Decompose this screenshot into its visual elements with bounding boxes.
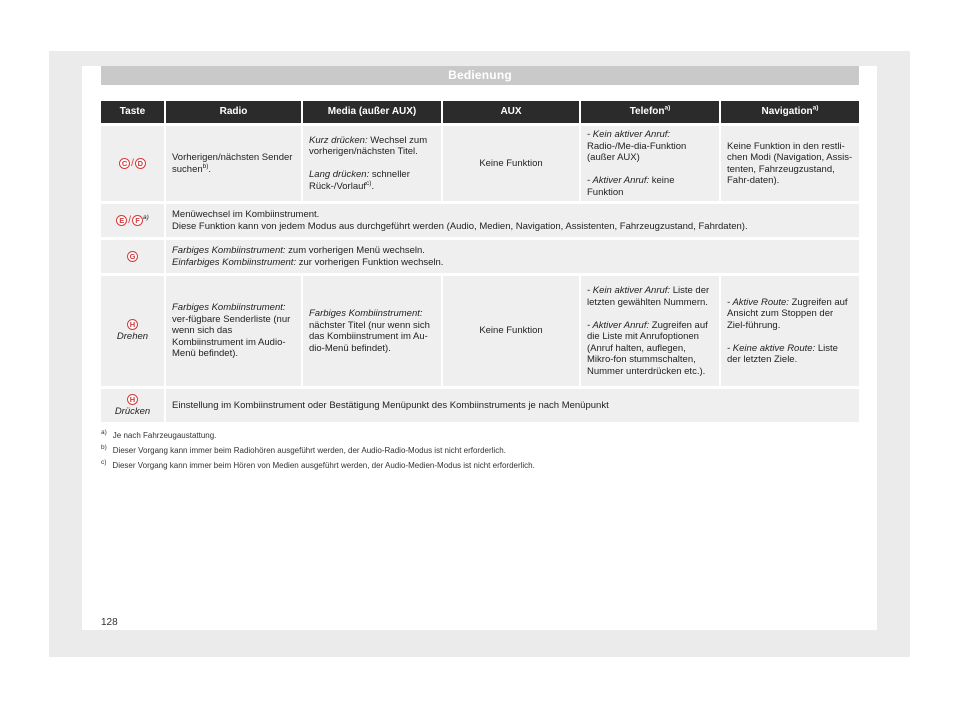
row-text-color: zum vorherigen Menü wechseln. bbox=[285, 245, 425, 256]
footnote-ref: b) bbox=[202, 162, 209, 170]
key-cell bbox=[101, 389, 164, 422]
key-g-icon: G bbox=[127, 251, 138, 262]
key-cell bbox=[101, 204, 164, 237]
key-cell bbox=[101, 276, 164, 386]
tel-text-no-call: Radio-/Me-dia-Funktion (außer AUX) bbox=[587, 140, 687, 163]
key-cell bbox=[101, 126, 164, 201]
navigation-cell: Keine Funktion in den restli-chen Modi (Navigation, Assis-tenten, Fahrzeugzustand, Fahr-daten). bbox=[719, 126, 859, 201]
navigation-cell bbox=[719, 276, 859, 386]
footnote-text: Dieser Vorgang kann immer beim Radiohören ausgeführt werden, der Audio-Radio-Modus ist nicht erforderlich. bbox=[112, 446, 506, 455]
tel-text-active-call: keine Funktion bbox=[587, 175, 675, 198]
radio-cell bbox=[164, 126, 301, 201]
footnote-mark: c) bbox=[101, 459, 107, 467]
media-text-end: . bbox=[371, 180, 375, 192]
footnote-mark: b) bbox=[101, 444, 107, 452]
merged-cell bbox=[164, 240, 859, 273]
aux-cell: Keine Funktion bbox=[441, 276, 579, 386]
telefon-cell bbox=[579, 126, 719, 201]
nav-label-active-route: - Aktive Route: bbox=[727, 296, 789, 308]
row-text-line2: Diese Funktion kann von jedem Modus aus durchgeführt werden (Audio, Medien, Navigation, Assistenten, Fahrzeugzustand, Fahrdaten). bbox=[172, 220, 748, 232]
telefon-cell bbox=[579, 276, 719, 386]
media-text-short: Wechsel zum vorherigen/nächsten Titel. bbox=[309, 134, 428, 158]
media-cell bbox=[301, 276, 441, 386]
footnotes bbox=[101, 428, 859, 473]
row-label-mono: Einfarbiges Kombiinstrument: bbox=[172, 256, 297, 268]
key-cell bbox=[101, 240, 164, 273]
aux-cell: Keine Funktion bbox=[441, 126, 579, 201]
media-cell bbox=[301, 126, 441, 201]
tel-label-active-call: - Aktiver Anruf: bbox=[587, 175, 650, 186]
table-row bbox=[101, 240, 859, 273]
footnote-ref: c) bbox=[366, 179, 372, 187]
key-action-label: Drücken bbox=[114, 405, 151, 417]
header-taste: Taste bbox=[101, 101, 164, 123]
key-action-label: Drehen bbox=[116, 331, 149, 342]
table-row bbox=[101, 276, 859, 386]
header-telefon-label: Telefon bbox=[629, 106, 665, 118]
key-h-icon: H bbox=[127, 394, 138, 405]
footnote-mark: a) bbox=[101, 429, 107, 437]
section-title: Bedienung bbox=[101, 66, 859, 85]
footnote-text: Je nach Fahrzeugaustattung. bbox=[112, 431, 217, 440]
table-row bbox=[101, 126, 859, 201]
tel-text-active-call: Zugreifen auf die Liste mit Anrufoptionen (Anruf halten, auflegen, Mikro-fon stummschalten, Nummer unterdrücken etc.). bbox=[587, 319, 708, 377]
row-text-mono: zur vorherigen Funktion wechseln. bbox=[296, 256, 444, 268]
table-row bbox=[101, 204, 859, 237]
radio-cell bbox=[164, 276, 301, 386]
footnote-text: Dieser Vorgang kann immer beim Hören von Medien ausgeführt werden, der Audio-Medien-Modus ist nicht erforderlich. bbox=[112, 461, 535, 470]
radio-text: Vorherigen/nächsten Sender suchen bbox=[172, 152, 293, 175]
controls-table bbox=[101, 98, 859, 425]
header-media: Media (außer AUX) bbox=[301, 101, 441, 123]
footnote-ref: a) bbox=[812, 104, 819, 112]
header-navigation bbox=[719, 101, 859, 123]
footnote-ref: a) bbox=[664, 104, 671, 112]
row-text-line1: Menüwechsel im Kombiinstrument. bbox=[172, 209, 320, 220]
media-text-long: schneller Rück-/Vorlauf bbox=[309, 169, 410, 192]
media-label-short: Kurz drücken: bbox=[309, 134, 368, 146]
footnote-a bbox=[101, 428, 859, 443]
nav-text-active-route: Zugreifen auf Ansicht zum Stoppen der Ziel-führung. bbox=[727, 296, 848, 331]
table-header-row bbox=[101, 101, 859, 123]
header-aux: AUX bbox=[441, 101, 579, 123]
page-number: 128 bbox=[101, 617, 118, 628]
key-d-icon: D bbox=[135, 158, 146, 169]
key-e-icon: E bbox=[116, 215, 127, 226]
table-row bbox=[101, 389, 859, 422]
footnote-c bbox=[101, 458, 859, 473]
footnote-ref: a) bbox=[143, 213, 149, 221]
tel-text-no-call: Liste der letzten gewählten Nummern. bbox=[587, 285, 710, 308]
tel-label-no-call: - Kein aktiver Anruf: bbox=[587, 129, 671, 140]
merged-cell bbox=[164, 204, 859, 237]
key-h-icon: H bbox=[127, 319, 138, 330]
nav-label-no-route: - Keine aktive Route: bbox=[727, 342, 816, 354]
footnote-b bbox=[101, 443, 859, 458]
key-c-icon: C bbox=[119, 158, 130, 169]
key-separator: / bbox=[128, 214, 131, 226]
tel-label-no-call: - Kein aktiver Anruf: bbox=[587, 285, 671, 296]
merged-cell: Einstellung im Kombiinstrument oder Bestätigung Menüpunkt des Kombiinstruments je nach Menüpunkt bbox=[164, 389, 859, 422]
row-label-color: Farbiges Kombiinstrument: bbox=[172, 245, 286, 256]
media-label: Farbiges Kombiinstrument: bbox=[309, 308, 423, 319]
tel-label-active-call: - Aktiver Anruf: bbox=[587, 319, 650, 331]
nav-text-no-route: Liste der letzten Ziele. bbox=[727, 342, 838, 365]
media-label-long: Lang drücken: bbox=[309, 169, 370, 181]
header-telefon bbox=[579, 101, 719, 123]
radio-text-end: . bbox=[208, 163, 212, 175]
key-separator: / bbox=[131, 157, 134, 169]
header-navigation-label: Navigation bbox=[761, 106, 813, 118]
media-text: nächster Titel (nur wenn sich das Kombiinstrument im Au-dio-Menü befindet). bbox=[309, 319, 430, 354]
radio-label: Farbiges Kombiinstrument: bbox=[172, 302, 286, 314]
header-radio: Radio bbox=[164, 101, 301, 123]
key-f-icon: F bbox=[132, 215, 143, 226]
radio-text: ver-fügbare Senderliste (nur wenn sich das Kombiinstrument im Audio-Menü befindet). bbox=[172, 313, 291, 360]
